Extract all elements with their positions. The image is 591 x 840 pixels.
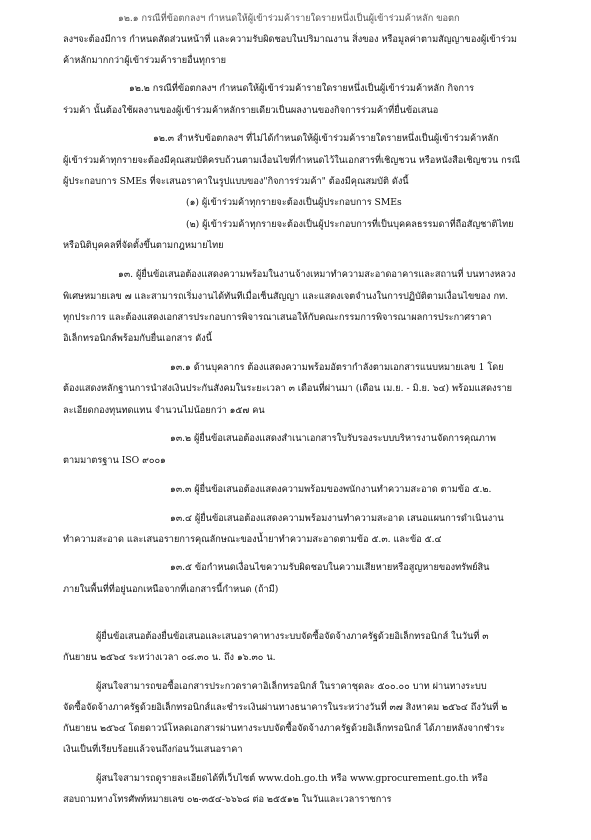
clause-13-4-heading: ๑๓.๔ ผู้ยื่นข้อเสนอต้องแสดงความพร้อมงานทำความสะอาด เสนอแผนการดำเนินงาน	[170, 513, 504, 524]
clause-12-1-heading: ๑๒.๑ กรณีที่ข้อตกลงฯ กำหนดให้ผู้เข้าร่วมค้ารายใดรายหนึ่งเป็นผู้เข้าร่วมค้าหลัก ขอตก	[118, 13, 460, 24]
clause-13-2-line-2: ตามมาตรฐาน ISO ๙๐๐๑	[63, 455, 166, 466]
clause-13-line-3: ทุกประการ และต้องแสดงเอกสารประกอบการพิจารณาเสนอให้กับคณะกรรมการพิจารณาผลการประกาศราคา	[63, 312, 492, 323]
clause-13-5-heading: ๑๓.๕ ข้อกำหนดเงื่อนไขความรับผิดชอบในความเสียหายหรือสูญหายของทรัพย์สิน	[170, 562, 490, 573]
contact-paragraph-line-1: ผู้สนใจสามารถดูรายละเอียดได้ที่เว็บไซต์ www.doh.go.th หรือ www.gprocurement.go.th หรือ	[96, 773, 488, 784]
clause-13-4-line-2: ทำความสะอาด และเสนอรายการคุณลักษณะของน้ำยาทำความสะอาดตามข้อ ๕.๓. และข้อ ๕.๔	[63, 534, 442, 545]
clause-13-heading: ๑๓. ผู้ยื่นข้อเสนอต้องแสดงความพร้อมในงานจ้างเหมาทำความสะอาดอาคารและสถานที่ บนทางหลวง	[118, 269, 516, 280]
clause-12-3-line-2: ผู้เข้าร่วมค้าทุกรายจะต้องมีคุณสมบัติครบถ้วนตามเงื่อนไขที่กำหนดไว้ในเอกสารที่เชิญชวน หรือหนังสือเชิญชวน กรณี	[63, 155, 521, 166]
clause-12-3-item-2: (๒) ผู้เข้าร่วมค้าทุกรายจะต้องเป็นผู้ประกอบการที่เป็นบุคคลธรรมดาที่ถือสัญชาติไทย	[186, 219, 514, 230]
purchase-paragraph-line-3: กันยายน ๒๕๖๔ โดยดาวน์โหลดเอกสารผ่านทางระบบจัดซื้อจัดจ้างภาครัฐด้วยอิเล็กทรอนิกส์ ได้ภายหลังจากชำระ	[63, 723, 505, 734]
clause-12-3-line-3: ผู้ประกอบการ SMEs ที่จะเสนอราคาในรูปแบบของ"กิจการร่วมค้า" ต้องมีคุณสมบัติ ดังนี้	[63, 176, 409, 187]
clause-12-3-heading: ๑๒.๓ สำหรับข้อตกลงฯ ที่ไม่ได้กำหนดให้ผู้เข้าร่วมค้ารายใดรายหนึ่งเป็นผู้เข้าร่วมค้าหลัก	[153, 133, 499, 144]
submission-paragraph-line-2: กันยายน ๒๕๖๔ ระหว่างเวลา ๐๘.๓๐ น. ถึง ๑๖.๓๐ น.	[63, 652, 276, 663]
clause-12-2-heading: ๑๒.๒ กรณีที่ข้อตกลงฯ กำหนดให้ผู้เข้าร่วมค้ารายใดรายหนึ่งเป็นผู้เข้าร่วมค้าหลัก กิจการ	[129, 83, 475, 94]
clause-13-2-heading: ๑๓.๒ ผู้ยื่นข้อเสนอต้องแสดงสำเนาเอกสารใบรับรองระบบบริหารงานจัดการคุณภาพ	[170, 433, 496, 444]
clause-12-3-item-2-cont: หรือนิติบุคคลที่จัดตั้งขึ้นตามกฎหมายไทย	[63, 240, 224, 251]
clause-13-line-2: พิเศษหมายเลข ๗ และสามารถเริ่มงานได้ทันทีเมื่อเซ็นสัญญา และแสดงเจตจำนงในการปฏิบัติตามเงื่อนไขของ กท.	[63, 291, 508, 302]
clause-12-1-line-3: ค้าหลักมากกว่าผู้เข้าร่วมค้ารายอื่นทุกราย	[63, 55, 227, 66]
clause-13-1-heading: ๑๓.๑ ด้านบุคลากร ต้องแสดงความพร้อมอัตรากำลังตามเอกสารแนบหมายเลข 1 โดย	[170, 362, 504, 373]
clause-12-2-line-2: ร่วมค้า นั้นต้องใช้ผลงานของผู้เข้าร่วมค้าหลักรายเดียวเป็นผลงานของกิจการร่วมค้าที่ยื่นข้อเสนอ	[63, 105, 439, 116]
purchase-paragraph-line-4: เงินเป็นที่เรียบร้อยแล้วจนถึงก่อนวันเสนอราคา	[63, 744, 243, 755]
clause-13-5-line-2: ภายในพื้นที่ที่อยู่นอกเหนือจากที่เอกสารนี้กำหนด (ถ้ามี)	[63, 584, 279, 595]
clause-13-1-line-3: ละเอียดกองทุนทดแทน จำนวนไม่น้อยกว่า ๑๕๗ คน	[63, 405, 265, 416]
submission-paragraph-line-1: ผู้ยื่นข้อเสนอต้องยื่นข้อเสนอและเสนอราคาทางระบบจัดซื้อจัดจ้างภาครัฐด้วยอิเล็กทรอนิกส์ ในวันที่ ๓	[96, 631, 489, 642]
purchase-paragraph-line-2: จัดซื้อจัดจ้างภาครัฐด้วยอิเล็กทรอนิกส์และชำระเงินผ่านทางธนาคารในระหว่างวันที่ ๓๗ สิงหาคม ๒๕๖๔ ถึงวันที่ ๒	[63, 702, 508, 713]
purchase-paragraph-line-1: ผู้สนใจสามารถขอซื้อเอกสารประกวดราคาอิเล็กทรอนิกส์ ในราคาชุดละ ๕๐๐.๐๐ บาท ผ่านทางระบบ	[96, 681, 487, 692]
clause-13-line-4: อิเล็กทรอนิกส์พร้อมกับยื่นเอกสาร ดังนี้	[63, 333, 213, 344]
clause-12-3-item-1: (๑) ผู้เข้าร่วมค้าทุกรายจะต้องเป็นผู้ประกอบการ SMEs	[186, 197, 402, 208]
clause-13-1-line-2: ต้องแสดงหลักฐานการนำส่งเงินประกันสังคมในระยะเวลา ๓ เดือนที่ผ่านมา (เดือน เม.ย. - มิ.ย. ๖๔) พร้อมแสดงราย	[63, 383, 513, 394]
contact-paragraph-line-2: สอบถามทางโทรศัพท์หมายเลข ๐๒-๓๕๔-๖๖๖๘ ต่อ ๒๕๕๑๒ ในวันและเวลาราชการ	[63, 794, 392, 805]
clause-12-1-line-2: ลงฯจะต้องมีการ กำหนดสัดส่วนหน้าที่ และความรับผิดชอบในปริมาณงาน สิ่งของ หรือมูลค่าตามสัญญาของผู้เข้าร่วม	[63, 34, 517, 45]
clause-13-3: ๑๓.๓ ผู้ยื่นข้อเสนอต้องแสดงความพร้อมของพนักงานทำความสะอาด ตามข้อ ๕.๒.	[170, 484, 492, 495]
